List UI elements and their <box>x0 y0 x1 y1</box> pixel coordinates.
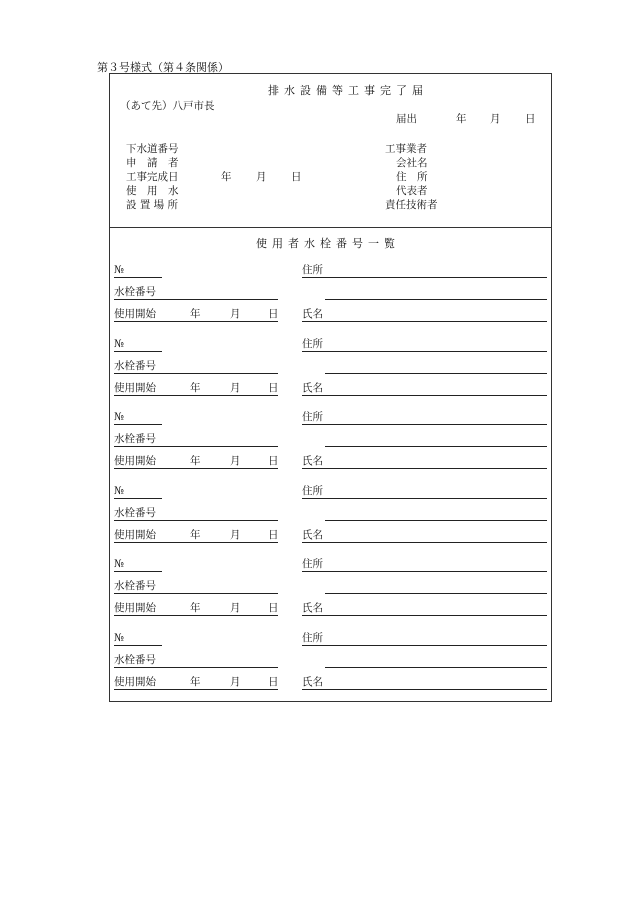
entry-start-year: 年 <box>190 381 201 394</box>
entry-name-label: 氏名 <box>302 602 323 614</box>
section-divider <box>109 227 552 228</box>
entry-faucet-label: 水栓番号 <box>114 580 156 592</box>
entry-faucet-label: 水栓番号 <box>114 653 156 666</box>
addressee: （あて先）八戸市長 <box>120 100 215 112</box>
entry-no-label: № <box>114 264 124 276</box>
entry-faucet-label: 水栓番号 <box>114 286 156 298</box>
entry-start-year: 年 <box>190 308 201 320</box>
entry-faucet-underline <box>114 373 278 374</box>
entry-address-underline-2 <box>325 593 547 594</box>
water-use-label: 使 用 水 <box>126 185 179 197</box>
entry-start-year: 年 <box>190 528 201 541</box>
entry-faucet-label: 水栓番号 <box>114 506 156 519</box>
entry-faucet-underline <box>114 593 278 594</box>
completion-date-label: 工事完成日 <box>126 171 179 183</box>
submission-year: 年 <box>456 113 467 125</box>
completion-day: 日 <box>291 171 302 183</box>
contractor-address-label: 住 所 <box>396 171 428 183</box>
sewer-number-label: 下水道番号 <box>126 143 179 155</box>
form-number: 第３号様式（第４条関係） <box>97 61 229 74</box>
engineer-label: 責任技術者 <box>385 199 438 211</box>
company-label: 会社名 <box>396 157 428 169</box>
entry-name-underline <box>302 689 547 690</box>
form-title: 排水設備等工事完了届 <box>268 84 428 97</box>
entry-address-underline-2 <box>325 520 547 521</box>
entry-name-underline <box>302 468 547 469</box>
entry-name-underline <box>302 321 547 322</box>
contractor-label: 工事業者 <box>385 143 427 155</box>
applicant-label: 申 請 者 <box>126 157 179 169</box>
entry-address-underline <box>302 277 547 278</box>
entry-start-label: 使用開始 <box>114 308 156 320</box>
entry-no-underline <box>114 277 162 278</box>
entry-address-underline <box>302 424 547 425</box>
entry-no-label: № <box>114 337 124 350</box>
entry-address-label: 住所 <box>302 264 323 276</box>
entry-start-year: 年 <box>190 602 201 614</box>
entry-start-label: 使用開始 <box>114 528 156 541</box>
entry-address-underline-2 <box>325 373 547 374</box>
completion-year: 年 <box>221 171 232 183</box>
entry-no-underline <box>114 351 162 352</box>
entry-start-day: 日 <box>268 602 279 614</box>
entry-start-underline <box>114 689 278 690</box>
entry-name-underline <box>302 395 547 396</box>
entry-address-label: 住所 <box>302 558 323 570</box>
entry-no-underline <box>114 571 162 572</box>
entry-start-label: 使用開始 <box>114 381 156 394</box>
entry-no-underline <box>114 645 162 646</box>
entry-faucet-underline <box>114 446 278 447</box>
entry-start-day: 日 <box>268 528 279 541</box>
entry-no-label: № <box>114 411 124 423</box>
entry-start-label: 使用開始 <box>114 455 156 467</box>
entry-start-label: 使用開始 <box>114 602 156 614</box>
entry-no-label: № <box>114 631 124 644</box>
entry-start-underline <box>114 542 278 543</box>
entry-address-underline-2 <box>325 299 547 300</box>
entry-start-day: 日 <box>268 381 279 394</box>
entry-faucet-underline <box>114 520 278 521</box>
entry-address-underline <box>302 351 547 352</box>
entry-no-underline <box>114 498 162 499</box>
entry-faucet-label: 水栓番号 <box>114 433 156 445</box>
entry-name-label: 氏名 <box>302 528 323 541</box>
representative-label: 代表者 <box>396 185 428 197</box>
entry-start-year: 年 <box>190 675 201 688</box>
entry-start-day: 日 <box>268 455 279 467</box>
submission-day: 日 <box>525 113 536 125</box>
entry-start-day: 日 <box>268 675 279 688</box>
entry-start-month: 月 <box>230 528 241 541</box>
entry-address-underline-2 <box>325 446 547 447</box>
entry-start-month: 月 <box>230 308 241 320</box>
submission-month: 月 <box>490 113 501 125</box>
entry-start-label: 使用開始 <box>114 675 156 688</box>
entry-name-label: 氏名 <box>302 675 323 688</box>
entry-name-underline <box>302 542 547 543</box>
entry-name-label: 氏名 <box>302 381 323 394</box>
completion-month: 月 <box>256 171 267 183</box>
entry-start-underline <box>114 615 278 616</box>
entry-start-month: 月 <box>230 455 241 467</box>
entry-address-underline-2 <box>325 667 547 668</box>
entry-start-month: 月 <box>230 381 241 394</box>
entry-faucet-underline <box>114 667 278 668</box>
entry-faucet-underline <box>114 299 278 300</box>
entry-start-month: 月 <box>230 602 241 614</box>
entry-start-day: 日 <box>268 308 279 320</box>
submission-label: 届出 <box>396 113 417 125</box>
entry-start-year: 年 <box>190 455 201 467</box>
entry-start-underline <box>114 395 278 396</box>
entry-address-underline <box>302 645 547 646</box>
entry-no-label: № <box>114 558 124 570</box>
entry-address-label: 住所 <box>302 631 323 644</box>
entry-address-label: 住所 <box>302 337 323 350</box>
entry-no-underline <box>114 424 162 425</box>
entry-start-month: 月 <box>230 675 241 688</box>
entry-address-underline <box>302 498 547 499</box>
entry-address-label: 住所 <box>302 484 323 497</box>
entry-address-label: 住所 <box>302 411 323 423</box>
entry-start-underline <box>114 321 278 322</box>
location-label: 設 置 場 所 <box>126 199 179 211</box>
entry-no-label: № <box>114 484 124 497</box>
entry-address-underline <box>302 571 547 572</box>
entry-faucet-label: 水栓番号 <box>114 359 156 372</box>
list-title: 使用者水栓番号一覧 <box>256 237 400 250</box>
entry-start-underline <box>114 468 278 469</box>
entry-name-label: 氏名 <box>302 308 323 320</box>
entry-name-label: 氏名 <box>302 455 323 467</box>
entry-name-underline <box>302 615 547 616</box>
